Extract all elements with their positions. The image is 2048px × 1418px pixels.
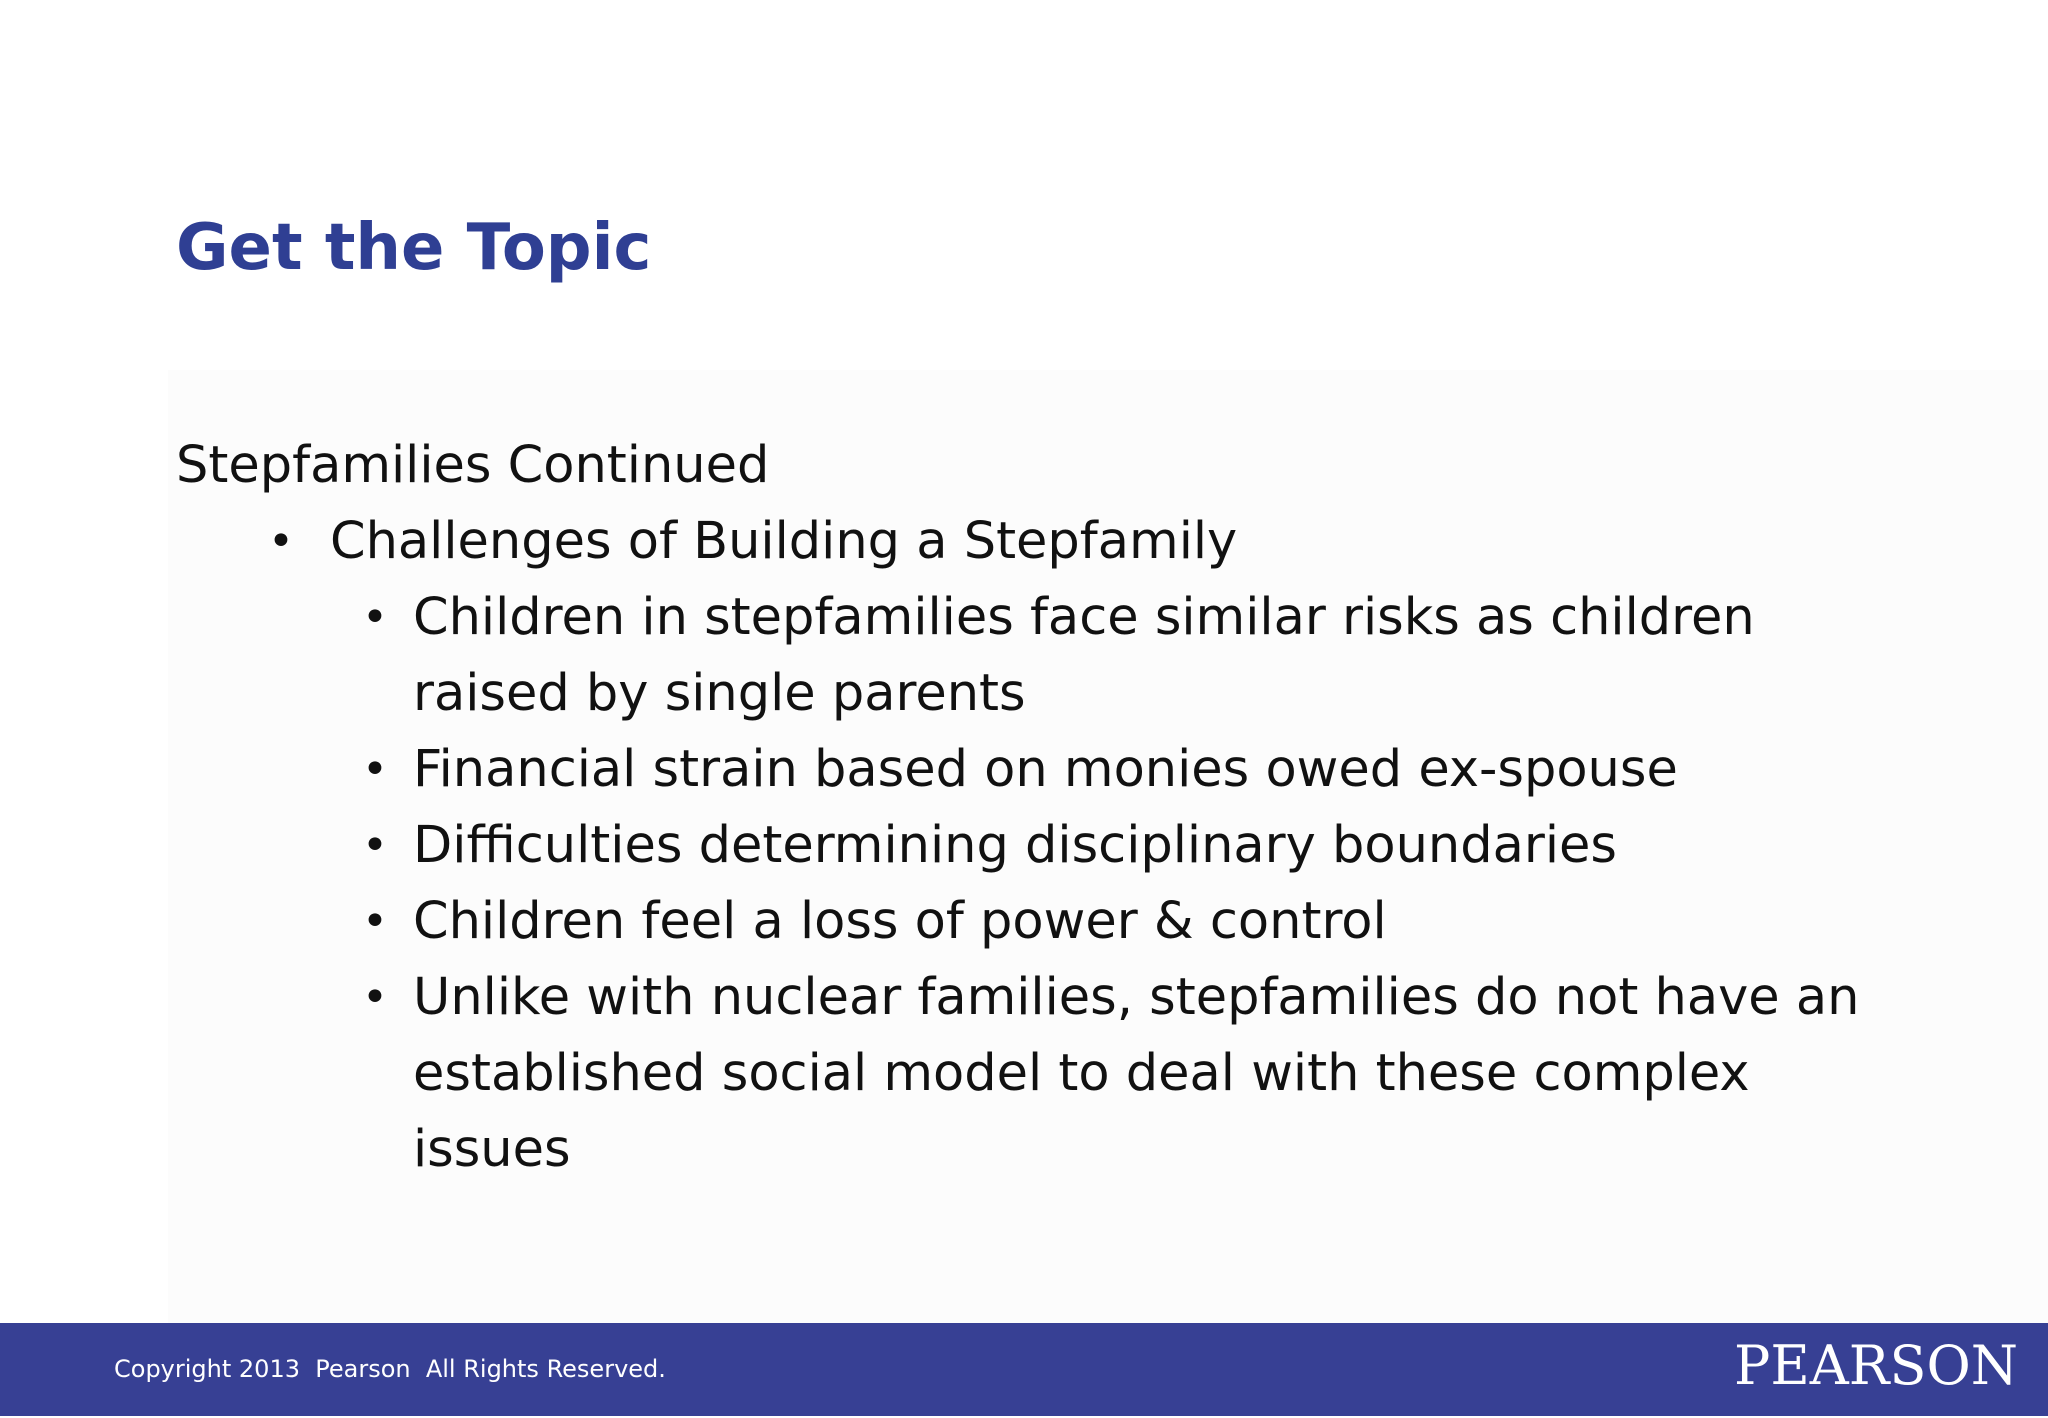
- bullet-dot-icon: •: [268, 516, 294, 567]
- bullet-level2-item: [176, 580, 1936, 732]
- copyright-notice: Copyright 2013 Pearson All Rights Reserved.: [114, 1355, 666, 1383]
- bullet-dot-icon: •: [362, 744, 388, 795]
- bullet-level2-text: Children feel a loss of power & control: [413, 892, 1387, 951]
- bullet-level2-list: [176, 580, 1936, 1188]
- bullet-level2-item: [176, 884, 1936, 960]
- bullet-dot-icon: •: [362, 592, 388, 643]
- bullet-level2-text: Difficulties determining disciplinary boundaries: [413, 816, 1617, 875]
- slide-body: [176, 428, 1936, 1188]
- bullet-level2-text: Unlike with nuclear families, stepfamilies do not have an established social model to deal with these complex issues: [413, 968, 1860, 1179]
- bullet-dot-icon: •: [362, 896, 388, 947]
- slide-title: Get the Topic: [176, 211, 652, 285]
- bullet-level1-item: [176, 504, 1936, 580]
- bullet-level2-item: [176, 960, 1936, 1188]
- bullet-dot-icon: •: [362, 972, 388, 1023]
- bullet-level2-item: [176, 732, 1936, 808]
- bullet-dot-icon: •: [362, 820, 388, 871]
- pearson-logo: PEARSON: [1734, 1334, 2018, 1397]
- section-heading: Stepfamilies Continued: [176, 436, 770, 495]
- bullet-level2-text: Children in stepfamilies face similar risks as children raised by single parents: [413, 588, 1755, 723]
- bullet-level1-text: Challenges of Building a Stepfamily: [330, 512, 1238, 571]
- bullet-level2-item: [176, 808, 1936, 884]
- bullet-level2-text: Financial strain based on monies owed ex-spouse: [413, 740, 1678, 799]
